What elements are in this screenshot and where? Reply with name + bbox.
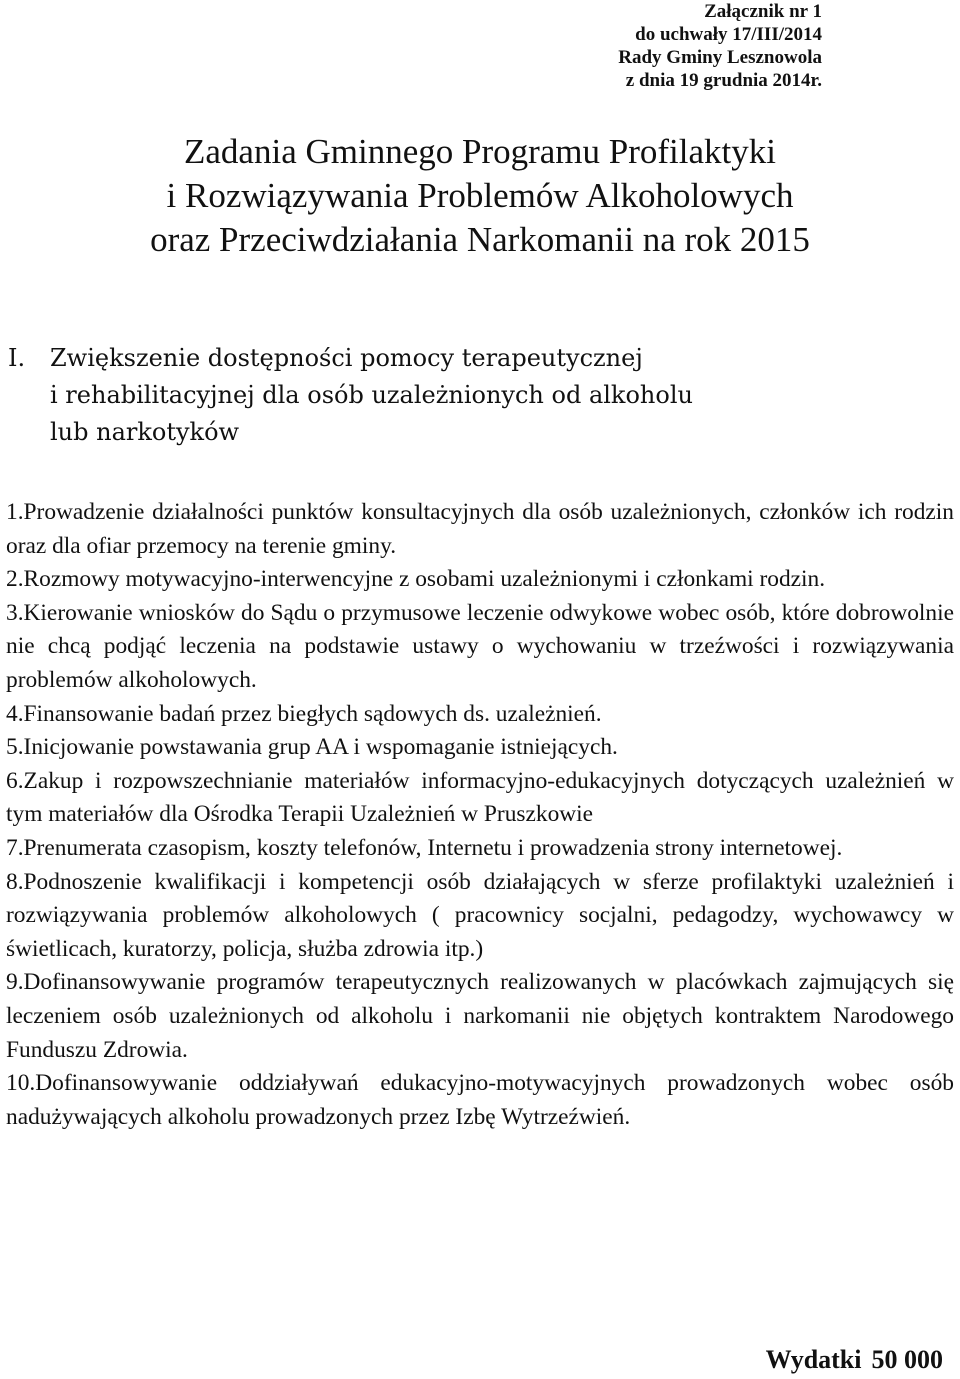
task-list [6,496,954,1134]
section-heading-line: Zwiększenie dostępności pomocy terapeutycznej [50,344,643,372]
task-item: 8.Podnoszenie kwalifikacji i kompetencji osób działających w sferze profilaktyki uzależnień i rozwiązywania problemów alkoholowych ( pracownicy socjalni, pedagodzy, wychowawcy w świetlicach, kuratorzy, policja, służba zdrowia itp.) [6,868,954,962]
expense-amount: 50 000 [871,1345,943,1374]
task-item: 2.Rozmowy motywacyjno-interwencyjne z osobami uzależnionymi i członkami rodzin. [6,566,826,593]
attachment-header [0,0,822,92]
task-item: 7.Prenumerata czasopism, koszty telefonów, Internetu i prowadzenia strony internetowej. [6,834,843,861]
resolution-line: do uchwały 17/III/2014 [635,24,822,45]
task-item: 10.Dofinansowywanie oddziaływań edukacyjno-motywacyjnych prowadzonych wobec osób nadużywających alkoholu prowadzonych przez Izbę Wytrzeźwień. [6,1070,954,1130]
task-item: 5.Inicjowanie powstawania grup AA i wspomaganie istniejących. [6,734,618,761]
section-heading-line: lub narkotyków [50,418,240,446]
title-line: oraz Przeciwdziałania Narkomanii na rok 2015 [150,220,810,259]
expense-label: Wydatki [765,1345,862,1374]
task-item: 6.Zakup i rozpowszechnianie materiałów informacyjno-edukacyjnych dotyczących uzależnień w tym materiałów dla Ośrodka Terapii Uzależnień w Pruszkowie [6,767,954,828]
section-heading [8,340,908,451]
date-line: z dnia 19 grudnia 2014r. [625,70,822,91]
document-title [0,130,960,262]
task-item: 9.Dofinansowywanie programów terapeutycznych realizowanych w placówkach zajmujących się leczeniem osób uzależnionych od alkoholu i narkomanii nie objętych kontraktem Narodowego Funduszu Zdrowia. [6,969,954,1063]
section-number: I. [8,344,26,372]
attachment-line: Załącznik nr 1 [704,1,822,22]
section-heading-row [8,340,908,377]
task-item: 1.Prowadzenie działalności punktów konsultacyjnych dla osób uzależnionych, członków ich rodzin oraz dla ofiar przemocy na terenie gminy. [6,499,954,559]
task-item: 3.Kierowanie wniosków do Sądu o przymusowe leczenie odwykowe wobec osób, które dobrowolnie nie chcą podjąć leczenia na podstawie ustawy o wychowaniu w trzeźwości i rozwiązywania problemów alkoholowych. [6,599,954,693]
expense-total [766,1344,943,1376]
council-line: Rady Gminy Lesznowola [618,47,822,68]
title-line: Zadania Gminnego Programu Profilaktyki [184,132,776,171]
section-heading-line: i rehabilitacyjnej dla osób uzależnionych od alkoholu [50,381,693,409]
title-line: i Rozwiązywania Problemów Alkoholowych [166,176,794,215]
task-item: 4.Finansowanie badań przez biegłych sądowych ds. uzależnień. [6,700,602,727]
